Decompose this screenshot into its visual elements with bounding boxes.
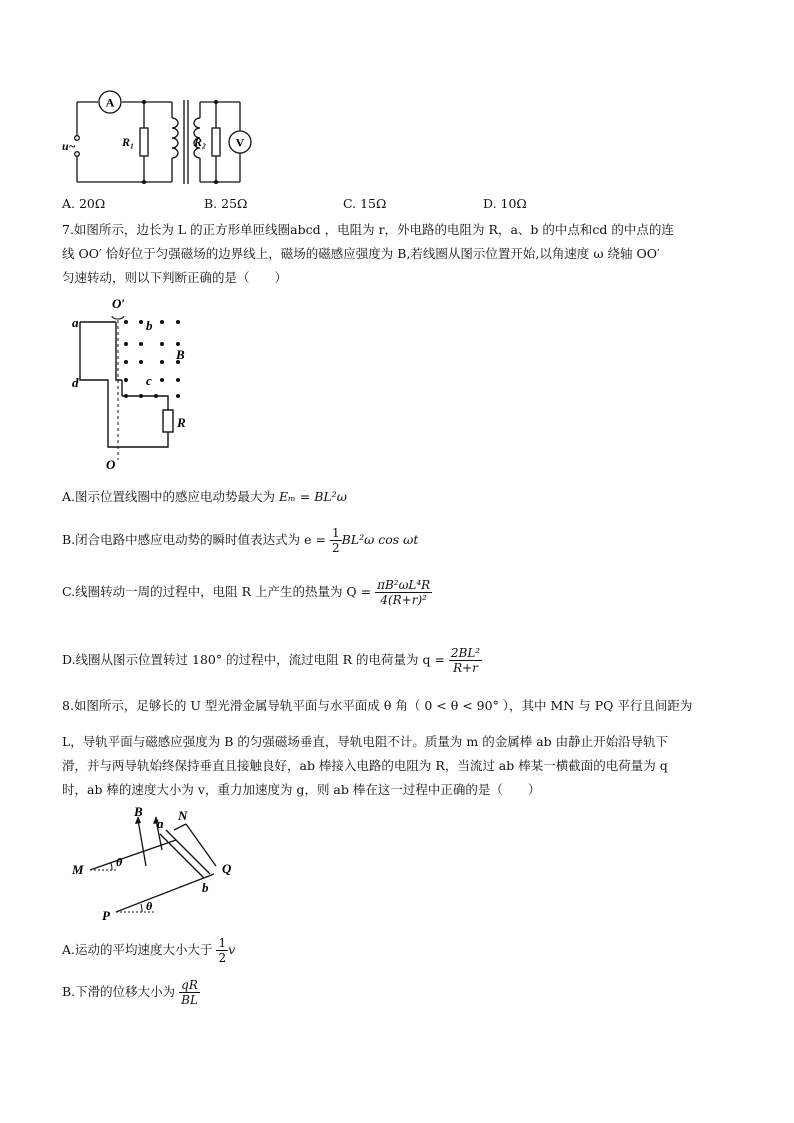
q7-option-a-text: A.图示位置线圈中的感应电动势最大为 [62,489,279,504]
axis-label-o-prime: O′ [112,296,126,311]
fraction-numerator: 2BL² [450,646,481,660]
q6-option-a: A. 20Ω [62,196,106,211]
rod-end-label-b: b [202,880,209,895]
q8-option-a [62,936,235,965]
r2-label: R₂ [194,135,207,149]
voltmeter-label: V [235,135,245,150]
q7-option-c [62,578,432,607]
q7-option-b-text: B.闭合电路中感应电动势的瞬时值表达式为 e = [62,532,330,547]
q8-option-b-text: B.下滑的位移大小为 [62,984,180,999]
q7-option-b-tail: BL²ω cos ωt [341,532,419,547]
q8-option-a-text: A.运动的平均速度大小大于 [62,942,217,957]
inclined-rails-figure [64,800,254,922]
angle-label-bottom: θ [146,899,153,913]
fraction-numerator: πB²ωL⁴R [377,578,431,592]
vertex-label-d: d [72,375,79,390]
q7-option-a-formula: Eₘ = BL²ω [278,489,347,504]
fraction-numerator: qR [179,978,200,993]
q7-option-d-text: D.线圈从图示位置转过 180° 的过程中，流过电阻 R 的电荷量为 q = [62,652,449,667]
r1-label: R₁ [122,135,135,149]
q8-stem-line-3: 滑，并与两导轨始终保持垂直且接触良好，ab 棒接入电路的电阻为 R，当流过 ab 棒某一横截面的电荷量为 q [62,758,668,773]
rotating-coil-figure [66,292,206,477]
q8-option-b [62,978,200,1007]
vertex-label-c: c [146,373,152,388]
q6-option-b: B. 25Ω [204,196,248,211]
q7-option-d-fraction [449,646,482,675]
field-label-b: B [134,804,143,819]
q8-option-b-fraction [179,978,200,1007]
rail-label-p: P [102,908,110,922]
q6-option-c: C. 15Ω [343,196,387,211]
fraction-numerator: 1 [331,526,340,540]
q7-option-b [62,526,418,555]
rod-end-label-a: a [157,816,164,831]
q7-option-a [62,487,347,507]
resistor-label: R [177,415,186,430]
transformer-circuit-figure [60,88,280,190]
q6-option-d: D. 10Ω [483,196,527,211]
q8-option-a-tail: v [228,942,236,957]
vertex-label-a: a [72,315,79,330]
q8-stem-line-1: 8.如图所示，足够长的 U 型光滑金属导轨平面与水平面成 θ 角（ 0 < θ < 90° ），其中 MN 与 PQ 平行且间距为 [62,698,693,713]
rail-label-n: N [178,808,188,823]
q8-option-a-fraction [216,936,228,965]
q7-option-b-fraction [330,526,342,555]
source-label: u~ [62,139,76,153]
q7-stem-line-1: 7.如图所示，边长为 L 的正方形单匝线圈abcd ，电阻为 r，外电路的电阻为 R，a、b 的中点和cd 的中点的连 [62,222,674,237]
fraction-denominator: 2 [331,541,340,555]
field-label-b: B [176,347,185,362]
q7-option-d [62,646,482,675]
rail-label-m: M [72,862,84,877]
fraction-denominator: 4(R+r)² [380,593,427,607]
q7-stem-line-3: 匀速转动，则以下判断正确的是（ ） [62,270,288,285]
vertex-label-b: b [146,318,153,333]
fraction-denominator: BL [181,993,198,1007]
fraction-denominator: 2 [218,951,227,965]
axis-label-o: O [106,457,116,472]
fraction-numerator: 1 [218,936,227,950]
q8-stem-line-4: 时，ab 棒的速度大小为 v，重力加速度为 g，则 ab 棒在这一过程中正确的是（ ） [62,782,541,797]
q7-stem-line-2: 线 OO′ 恰好位于匀强磁场的边界线上，磁场的磁感应强度为 B,若线圈从图示位置开始,以角速度 ω 绕轴 OO′ [62,246,660,261]
q8-stem-line-2: L，导轨平面与磁感应强度为 B 的匀强磁场垂直，导轨电阻不计。质量为 m 的金属棒 ab 由静止开始沿导轨下 [62,734,669,749]
fraction-denominator: R+r [453,661,478,675]
angle-label-top: θ [116,855,123,869]
ammeter-label: A [105,95,115,110]
rail-label-q: Q [222,861,232,876]
q7-option-c-text: C.线圈转动一周的过程中，电阻 R 上产生的热量为 Q = [62,584,376,599]
q7-option-c-fraction [375,578,432,607]
